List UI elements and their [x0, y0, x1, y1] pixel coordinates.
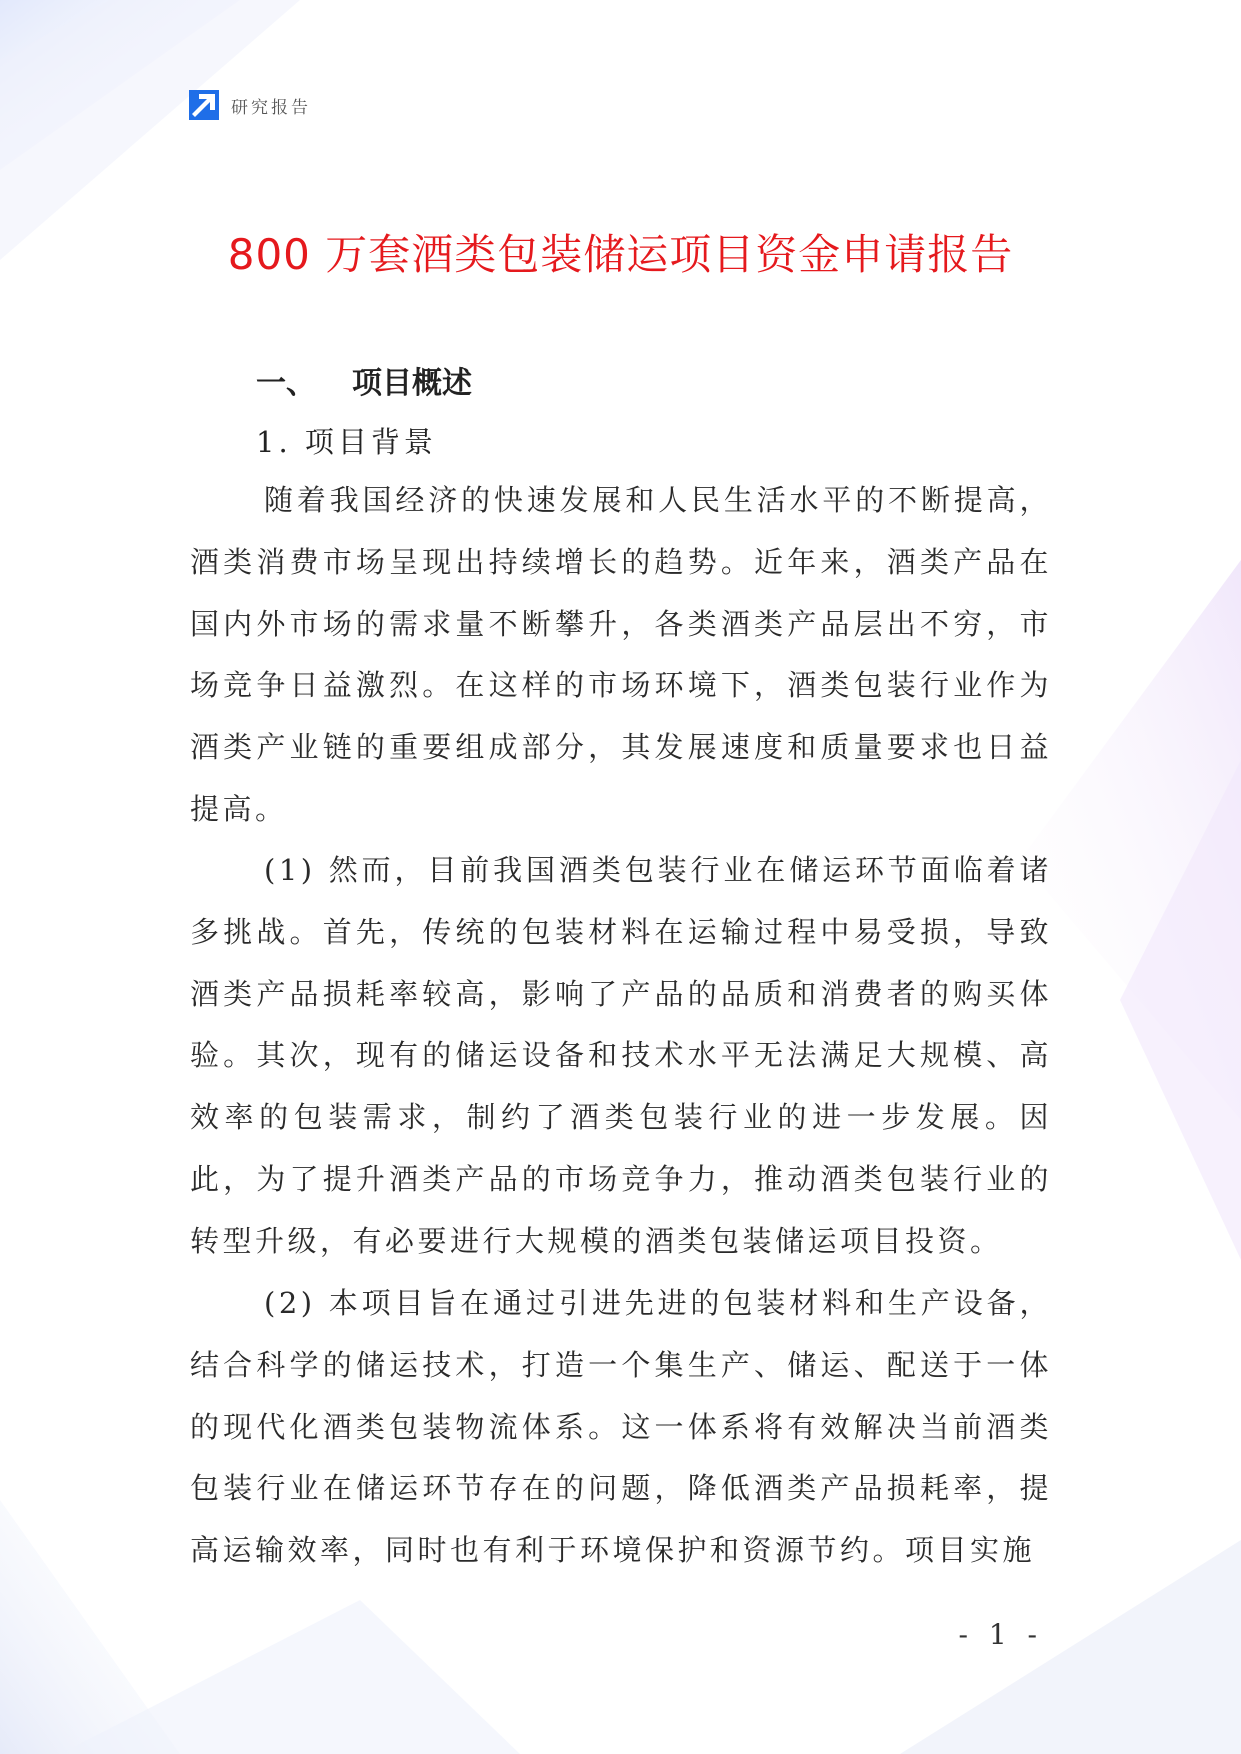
section-number: 一、: [256, 366, 316, 401]
body-paragraph: 随着我国经济的快速发展和人民生活水平的不断提高，酒类消费市场呈现出持续增长的趋势。近年来，酒类产品在国内外市场的需求量不断攀升，各类酒类产品层出不穷，市场竞争日益激烈。在这样的市场环境下，酒类包装行业作为酒类产业链的重要组成部分，其发展速度和质量要求也日益提高。: [190, 483, 1052, 826]
header-label: 研究报告: [231, 97, 311, 118]
section-title: 项目概述: [352, 366, 472, 401]
body-paragraph: (2) 本项目旨在通过引进先进的包装材料和生产设备，结合科学的储运技术，打造一个集生产、储运、配送于一体的现代化酒类包装物流体系。这一体系将有效解决当前酒类包装行业在储运环节存在的问题，降低酒类产品损耗率，提高运输效率，同时也有利于环境保护和资源节约。项目实施: [190, 1286, 1052, 1568]
subsection-heading: 1. 项目背景: [256, 425, 437, 459]
report-header: [189, 90, 311, 120]
body-paragraph: (1) 然而，目前我国酒类包装行业在储运环节面临着诸多挑战。首先，传统的包装材料在运输过程中易受损，导致酒类产品损耗率较高，影响了产品的品质和消费者的购买体验。其次，现有的储运设备和技术水平无法满足大规模、高效率的包装需求，制约了酒类包装行业的进一步发展。因此，为了提升酒类产品的市场竞争力，推动酒类包装行业的转型升级，有必要进行大规模的酒类包装储运项目投资。: [190, 853, 1052, 1258]
document-title: 800 万套酒类包装储运项目资金申请报告: [227, 230, 1014, 279]
arrow-up-right-icon: [189, 90, 219, 120]
page-number: - 1 -: [958, 1618, 1043, 1651]
section-heading: [256, 358, 472, 402]
